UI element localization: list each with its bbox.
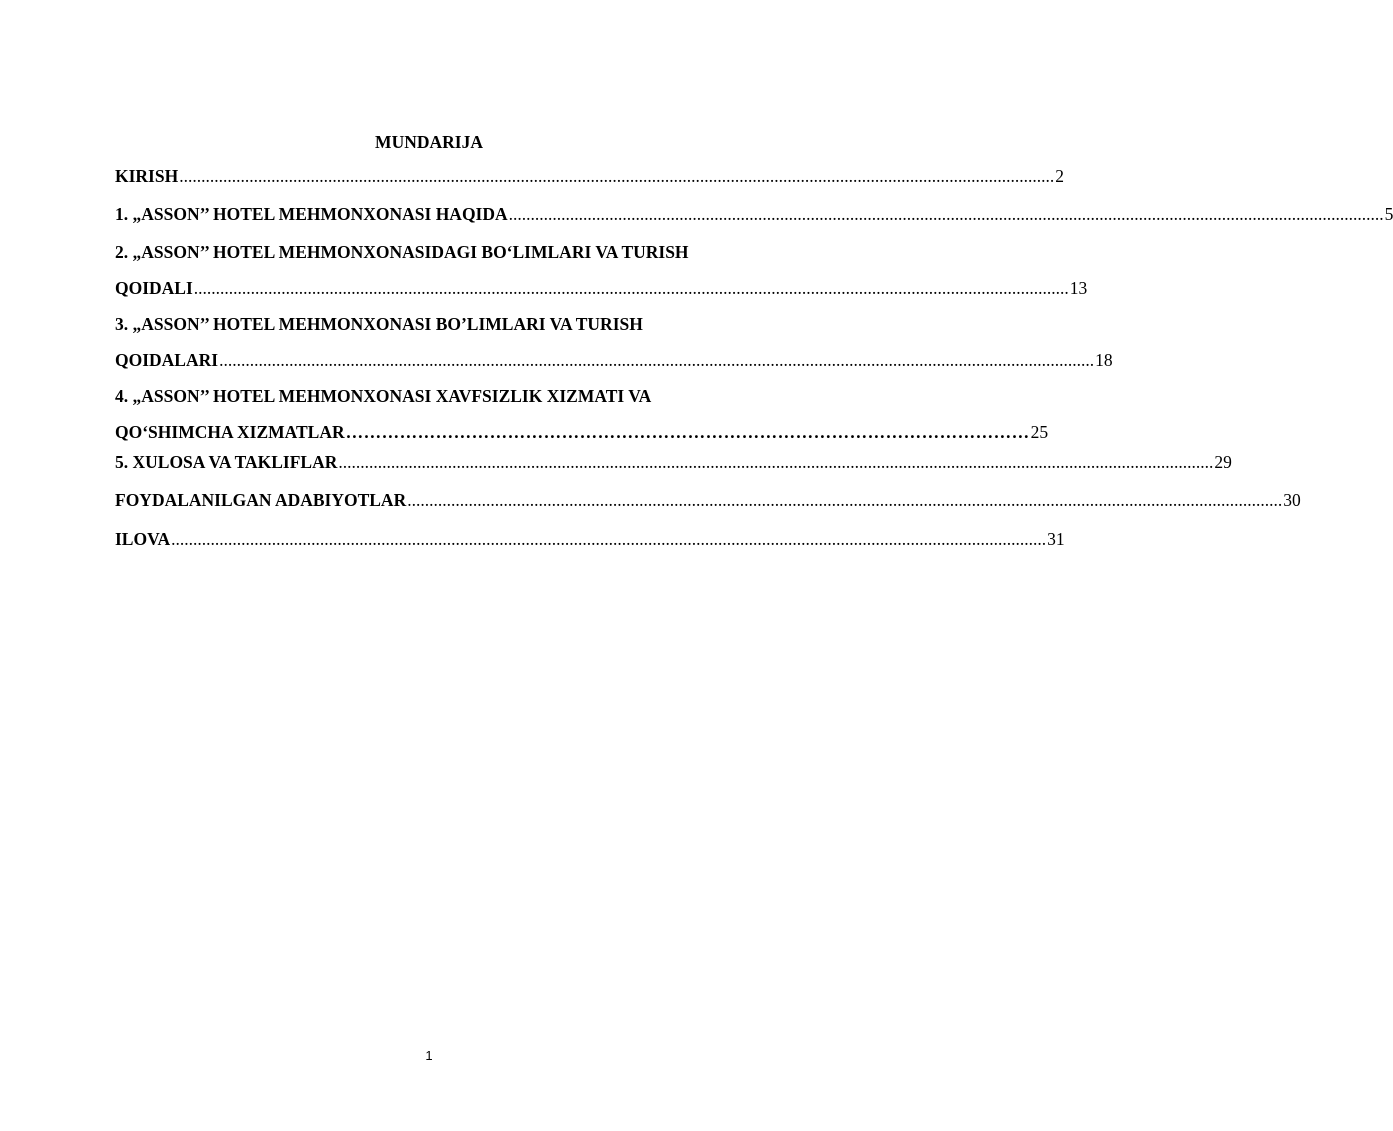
- toc-entry-label: 1. „ASSON’’ HOTEL MEHMONXONASI HAQIDA: [115, 204, 508, 224]
- toc-entry-page: 30: [1283, 490, 1301, 510]
- toc-entry[interactable]: [115, 452, 1232, 472]
- toc-entry[interactable]: [115, 204, 1393, 224]
- toc-entry-page: 29: [1214, 452, 1232, 472]
- toc-leader: ........................................................................................................................................................................................................: [407, 490, 1283, 510]
- toc-entry-page: 18: [1095, 350, 1113, 370]
- toc-entry-label-line1: 2. „ASSON’’ HOTEL MEHMONXONASIDAGI BO‘LIMLARI VA TURISH: [115, 242, 689, 262]
- toc-leader: ........................................................................................................................................................................................................: [171, 529, 1047, 549]
- toc-entry-label: QOIDALI: [115, 278, 193, 298]
- toc-entry[interactable]: [115, 490, 1301, 510]
- toc-entry-label: KIRISH: [115, 166, 179, 186]
- toc-entry-label: QO‘SHIMCHA XIZMATLAR: [115, 422, 345, 442]
- toc-entry-label-line1: 3. „ASSON’’ HOTEL MEHMONXONASI BO’LIMLARI VA TURISH: [115, 314, 643, 334]
- toc-entry[interactable]: [115, 314, 1113, 370]
- toc-entry[interactable]: [115, 242, 1088, 298]
- toc-entry-page: 2: [1055, 166, 1064, 186]
- toc-entry-page: 25: [1030, 422, 1049, 442]
- toc-leader: ……………………………………………………………………………………………………: [345, 422, 1030, 442]
- toc-leader: ........................................................................................................................................................................................................: [179, 166, 1055, 186]
- toc-entry-label: QOIDALARI: [115, 350, 219, 370]
- toc-entry-label: ILOVA: [115, 529, 171, 549]
- toc-entry-page: 13: [1069, 278, 1088, 298]
- page-number: 1: [425, 1048, 433, 1063]
- toc-entry-label-line1: 4. „ASSON’’ HOTEL MEHMONXONASI XAVFSIZLIK XIZMATI VA: [115, 386, 652, 406]
- toc-entry[interactable]: [115, 166, 1064, 186]
- toc-entry[interactable]: [115, 529, 1065, 549]
- toc-entry[interactable]: [115, 386, 1049, 442]
- toc-leader: ........................................................................................................................................................................................................: [193, 278, 1069, 298]
- toc-leader: ........................................................................................................................................................................................................: [219, 350, 1095, 370]
- toc-title: MUNDARIJA: [375, 132, 483, 152]
- toc-entry-label: FOYDALANILGAN ADABIYOTLAR: [115, 490, 407, 510]
- toc-entry-label: 5. XULOSA VA TAKLIFLAR: [115, 452, 338, 472]
- toc-leader: ........................................................................................................................................................................................................: [338, 452, 1214, 472]
- toc-leader: ........................................................................................................................................................................................................: [508, 204, 1384, 224]
- toc-entry-page: 31: [1047, 529, 1065, 549]
- toc-entry-page: 5: [1384, 204, 1393, 224]
